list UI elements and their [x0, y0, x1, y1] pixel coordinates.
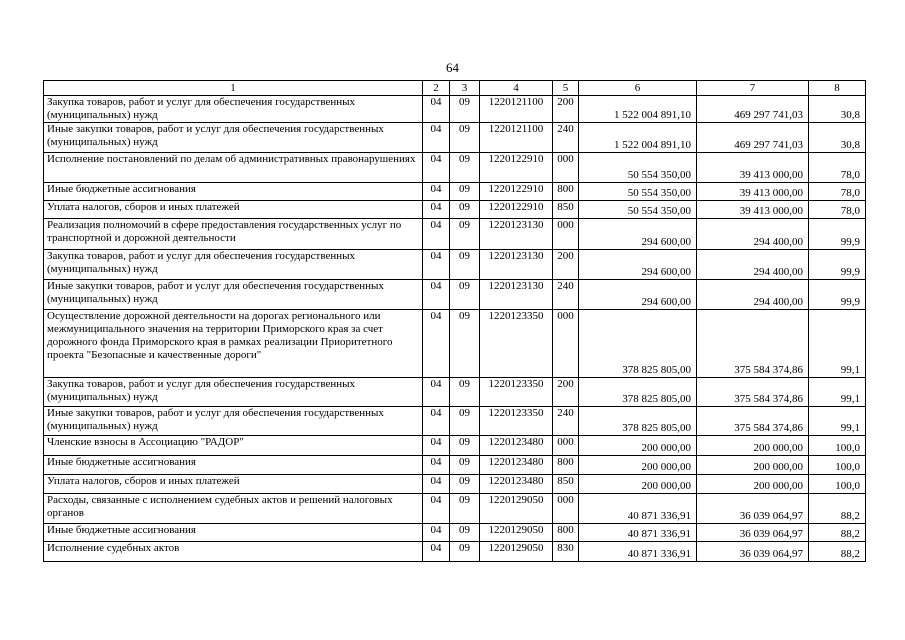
section-code: 04	[423, 250, 450, 280]
table-row	[44, 201, 866, 219]
subsection-code: 09	[450, 219, 480, 250]
table-row	[44, 123, 866, 153]
subsection-code: 09	[450, 378, 480, 407]
target-article-code: 1220123350	[480, 378, 553, 407]
planned-amount: 200 000,00	[579, 456, 697, 475]
section-code: 04	[423, 494, 450, 524]
planned-amount: 294 600,00	[579, 250, 697, 280]
expense-type-code: 800	[553, 524, 579, 542]
target-article-code: 1220123350	[480, 407, 553, 436]
item-name: Уплата налогов, сборов и иных платежей	[44, 475, 423, 494]
item-name: Иные бюджетные ассигнования	[44, 456, 423, 475]
section-code: 04	[423, 96, 450, 123]
page-number: 64	[446, 60, 459, 75]
expense-type-code: 240	[553, 123, 579, 153]
item-name: Иные закупки товаров, работ и услуг для обеспечения государственных (муниципальных) нужд	[44, 407, 423, 436]
subsection-code: 09	[450, 201, 480, 219]
expense-type-code: 800	[553, 183, 579, 201]
column-header: 7	[697, 81, 809, 96]
executed-amount: 469 297 741,03	[697, 123, 809, 153]
executed-amount: 469 297 741,03	[697, 96, 809, 123]
executed-amount: 39 413 000,00	[697, 201, 809, 219]
item-name: Иные бюджетные ассигнования	[44, 183, 423, 201]
execution-percent: 99,1	[809, 407, 866, 436]
executed-amount: 200 000,00	[697, 456, 809, 475]
executed-amount: 375 584 374,86	[697, 378, 809, 407]
planned-amount: 200 000,00	[579, 436, 697, 456]
executed-amount: 36 039 064,97	[697, 542, 809, 562]
target-article-code: 1220129050	[480, 524, 553, 542]
table-row	[44, 524, 866, 542]
section-code: 04	[423, 436, 450, 456]
table-row	[44, 250, 866, 280]
item-name: Иные закупки товаров, работ и услуг для обеспечения государственных (муниципальных) нужд	[44, 123, 423, 153]
expense-type-code: 000	[553, 494, 579, 524]
table-row	[44, 475, 866, 494]
item-name: Осуществление дорожной деятельности на дорогах регионального или межмуниципального значения на территории Приморского края за счет дорожного фонда Приморского края в рамках реализации Приоритетного проекта "Безопасные и качественные дороги"	[44, 310, 423, 378]
target-article-code: 1220123480	[480, 456, 553, 475]
planned-amount: 378 825 805,00	[579, 310, 697, 378]
section-code: 04	[423, 378, 450, 407]
item-name: Расходы, связанные с исполнением судебных актов и решений налоговых органов	[44, 494, 423, 524]
planned-amount: 50 554 350,00	[579, 183, 697, 201]
item-name: Иные бюджетные ассигнования	[44, 524, 423, 542]
target-article-code: 1220129050	[480, 494, 553, 524]
planned-amount: 50 554 350,00	[579, 153, 697, 183]
expense-type-code: 000	[553, 219, 579, 250]
execution-percent: 99,9	[809, 280, 866, 310]
target-article-code: 1220121100	[480, 96, 553, 123]
subsection-code: 09	[450, 250, 480, 280]
expense-type-code: 000	[553, 153, 579, 183]
subsection-code: 09	[450, 542, 480, 562]
table-row	[44, 456, 866, 475]
executed-amount: 200 000,00	[697, 436, 809, 456]
item-name: Уплата налогов, сборов и иных платежей	[44, 201, 423, 219]
subsection-code: 09	[450, 475, 480, 494]
executed-amount: 375 584 374,86	[697, 407, 809, 436]
table-row	[44, 378, 866, 407]
execution-percent: 78,0	[809, 183, 866, 201]
planned-amount: 294 600,00	[579, 280, 697, 310]
table-row	[44, 219, 866, 250]
table-row	[44, 436, 866, 456]
executed-amount: 294 400,00	[697, 280, 809, 310]
item-name: Исполнение судебных актов	[44, 542, 423, 562]
planned-amount: 1 522 004 891,10	[579, 96, 697, 123]
table-row	[44, 96, 866, 123]
execution-percent: 78,0	[809, 153, 866, 183]
expense-type-code: 240	[553, 407, 579, 436]
execution-percent: 30,8	[809, 123, 866, 153]
expense-type-code: 240	[553, 280, 579, 310]
planned-amount: 200 000,00	[579, 475, 697, 494]
column-header: 5	[553, 81, 579, 96]
planned-amount: 378 825 805,00	[579, 407, 697, 436]
target-article-code: 1220129050	[480, 542, 553, 562]
expense-type-code: 850	[553, 201, 579, 219]
target-article-code: 1220123130	[480, 280, 553, 310]
item-name: Членские взносы в Ассоциацию "РАДОР"	[44, 436, 423, 456]
executed-amount: 375 584 374,86	[697, 310, 809, 378]
section-code: 04	[423, 153, 450, 183]
target-article-code: 1220123130	[480, 219, 553, 250]
target-article-code: 1220122910	[480, 183, 553, 201]
executed-amount: 200 000,00	[697, 475, 809, 494]
executed-amount: 294 400,00	[697, 219, 809, 250]
expense-type-code: 000	[553, 310, 579, 378]
section-code: 04	[423, 456, 450, 475]
target-article-code: 1220122910	[480, 201, 553, 219]
planned-amount: 40 871 336,91	[579, 494, 697, 524]
execution-percent: 100,0	[809, 456, 866, 475]
expense-type-code: 200	[553, 378, 579, 407]
column-header: 2	[423, 81, 450, 96]
item-name: Иные закупки товаров, работ и услуг для обеспечения государственных (муниципальных) нужд	[44, 280, 423, 310]
subsection-code: 09	[450, 494, 480, 524]
item-name: Закупка товаров, работ и услуг для обеспечения государственных (муниципальных) нужд	[44, 250, 423, 280]
table-body	[44, 81, 866, 562]
budget-table	[43, 80, 866, 562]
column-header: 6	[579, 81, 697, 96]
header-row	[44, 81, 866, 96]
target-article-code: 1220123480	[480, 436, 553, 456]
subsection-code: 09	[450, 436, 480, 456]
section-code: 04	[423, 201, 450, 219]
execution-percent: 99,1	[809, 310, 866, 378]
execution-percent: 88,2	[809, 542, 866, 562]
executed-amount: 36 039 064,97	[697, 524, 809, 542]
table-row	[44, 494, 866, 524]
subsection-code: 09	[450, 280, 480, 310]
table-row	[44, 542, 866, 562]
table-row	[44, 183, 866, 201]
expense-type-code: 200	[553, 96, 579, 123]
table-row	[44, 280, 866, 310]
expense-type-code: 000	[553, 436, 579, 456]
item-name: Исполнение постановлений по делам об административных правонарушениях	[44, 153, 423, 183]
planned-amount: 378 825 805,00	[579, 378, 697, 407]
executed-amount: 39 413 000,00	[697, 153, 809, 183]
section-code: 04	[423, 542, 450, 562]
column-header: 4	[480, 81, 553, 96]
executed-amount: 39 413 000,00	[697, 183, 809, 201]
execution-percent: 78,0	[809, 201, 866, 219]
section-code: 04	[423, 183, 450, 201]
section-code: 04	[423, 310, 450, 378]
target-article-code: 1220123350	[480, 310, 553, 378]
column-header: 1	[44, 81, 423, 96]
target-article-code: 1220123480	[480, 475, 553, 494]
execution-percent: 88,2	[809, 494, 866, 524]
expense-type-code: 800	[553, 456, 579, 475]
section-code: 04	[423, 475, 450, 494]
target-article-code: 1220121100	[480, 123, 553, 153]
expense-type-code: 200	[553, 250, 579, 280]
item-name: Реализация полномочий в сфере предоставления государственных услуг по транспортной и дорожной деятельности	[44, 219, 423, 250]
item-name: Закупка товаров, работ и услуг для обеспечения государственных (муниципальных) нужд	[44, 96, 423, 123]
planned-amount: 40 871 336,91	[579, 524, 697, 542]
expense-type-code: 830	[553, 542, 579, 562]
subsection-code: 09	[450, 96, 480, 123]
planned-amount: 50 554 350,00	[579, 201, 697, 219]
subsection-code: 09	[450, 456, 480, 475]
target-article-code: 1220122910	[480, 153, 553, 183]
execution-percent: 88,2	[809, 524, 866, 542]
planned-amount: 1 522 004 891,10	[579, 123, 697, 153]
planned-amount: 294 600,00	[579, 219, 697, 250]
item-name: Закупка товаров, работ и услуг для обеспечения государственных (муниципальных) нужд	[44, 378, 423, 407]
execution-percent: 100,0	[809, 475, 866, 494]
target-article-code: 1220123130	[480, 250, 553, 280]
executed-amount: 294 400,00	[697, 250, 809, 280]
section-code: 04	[423, 524, 450, 542]
section-code: 04	[423, 123, 450, 153]
table-row	[44, 407, 866, 436]
execution-percent: 100,0	[809, 436, 866, 456]
subsection-code: 09	[450, 153, 480, 183]
table-row	[44, 310, 866, 378]
execution-percent: 99,9	[809, 250, 866, 280]
expense-type-code: 850	[553, 475, 579, 494]
executed-amount: 36 039 064,97	[697, 494, 809, 524]
section-code: 04	[423, 407, 450, 436]
subsection-code: 09	[450, 123, 480, 153]
execution-percent: 99,9	[809, 219, 866, 250]
subsection-code: 09	[450, 183, 480, 201]
column-header: 3	[450, 81, 480, 96]
execution-percent: 99,1	[809, 378, 866, 407]
section-code: 04	[423, 280, 450, 310]
column-header: 8	[809, 81, 866, 96]
section-code: 04	[423, 219, 450, 250]
planned-amount: 40 871 336,91	[579, 542, 697, 562]
execution-percent: 30,8	[809, 96, 866, 123]
table-row	[44, 153, 866, 183]
subsection-code: 09	[450, 310, 480, 378]
subsection-code: 09	[450, 524, 480, 542]
subsection-code: 09	[450, 407, 480, 436]
